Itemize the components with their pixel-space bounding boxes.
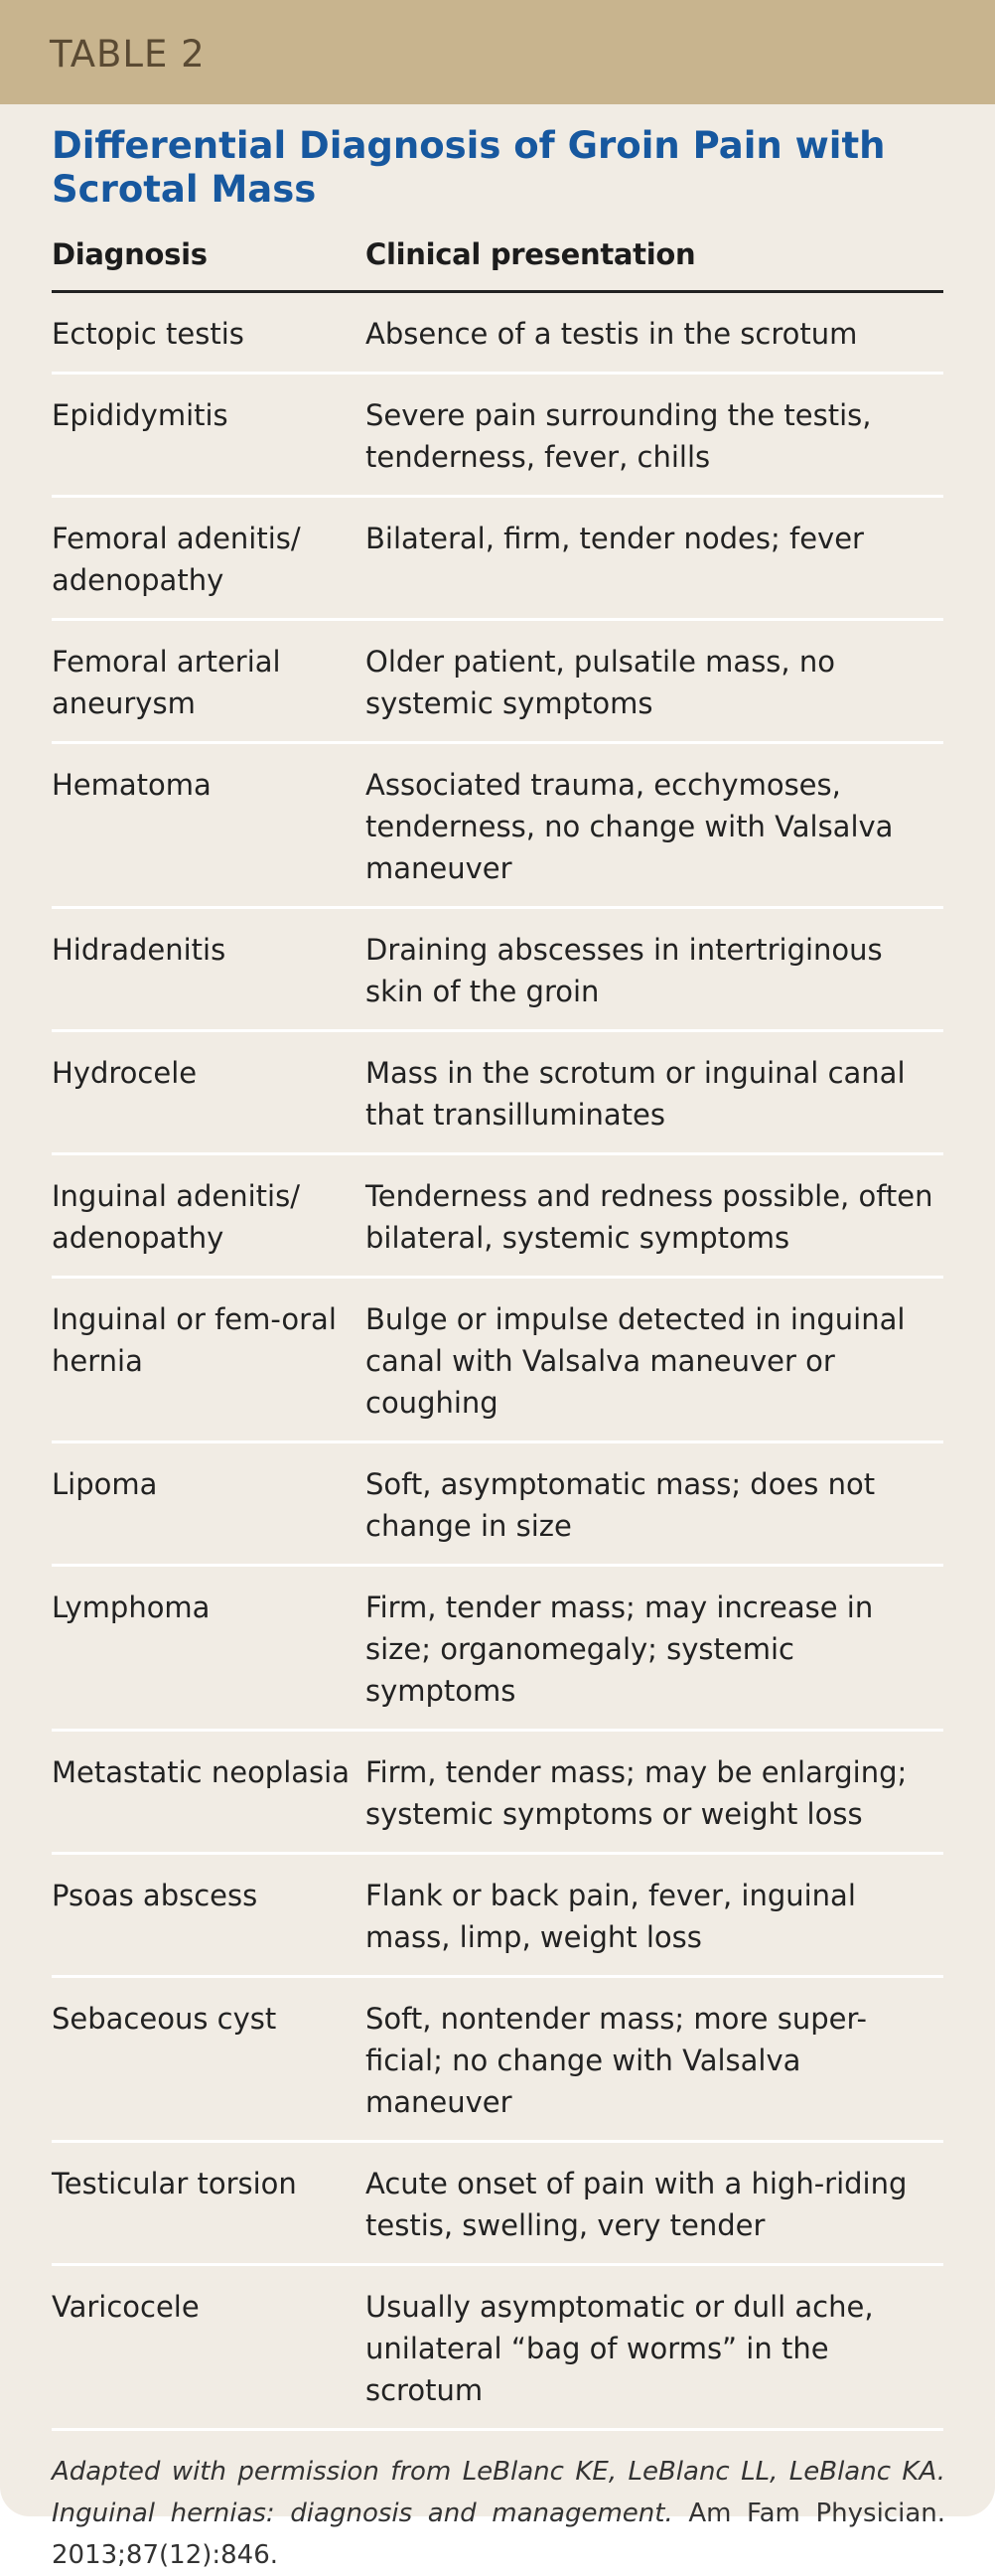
table-source-note — [52, 2451, 945, 2576]
presentation-cell: Firm, tender mass; may be enlarging; systemic symptoms or weight loss — [365, 1755, 908, 1831]
table-row — [52, 498, 943, 621]
table-row — [52, 909, 943, 1032]
diagnosis-cell: Lymphoma — [52, 1591, 211, 1624]
source-note-journal: Am Fam Physician. 2013;87(12):846. — [52, 2499, 945, 2570]
diagnosis-cell: Psoas abscess — [52, 1879, 258, 1912]
diagnosis-cell: Ectopic testis — [52, 317, 244, 351]
presentation-cell: Absence of a testis in the scrotum — [365, 317, 858, 351]
table-title: Differential Diagnosis of Groin Pain with Scrotal Mass — [52, 124, 886, 211]
diagnosis-cell: Testicular torsion — [52, 2167, 297, 2200]
source-note-citation: Adapted with permission from LeBlanc KE, LeBlanc LL, LeBlanc KA. Inguinal hernias: diagnosis and management. — [52, 2457, 945, 2528]
diagnosis-cell: Femoral arterial aneurysm — [52, 645, 281, 720]
presentation-cell: Mass in the scrotum or inguinal canal that transilluminates — [365, 1056, 906, 1132]
diagnosis-cell: Femoral adenitis/ adenopathy — [52, 522, 301, 597]
table-row — [52, 744, 943, 909]
presentation-cell: Draining abscesses in intertriginous skin of the groin — [365, 933, 883, 1008]
presentation-cell: Bulge or impulse detected in inguinal canal with Valsalva maneuver or coughing — [365, 1302, 906, 1420]
table-row — [52, 2143, 943, 2266]
table-row — [52, 1855, 943, 1978]
diagnosis-table — [52, 237, 943, 2431]
table-row — [52, 1032, 943, 1155]
diagnosis-cell: Hematoma — [52, 768, 212, 802]
presentation-cell: Severe pain surrounding the testis, tenderness, fever, chills — [365, 398, 872, 474]
table-row — [52, 375, 943, 498]
column-header-diagnosis: Diagnosis — [52, 237, 208, 271]
diagnosis-cell: Hydrocele — [52, 1056, 198, 1090]
presentation-cell: Acute onset of pain with a high-riding testis, swelling, very tender — [365, 2167, 908, 2242]
presentation-cell: Soft, nontender mass; more super-ficial; no change with Valsalva maneuver — [365, 2002, 867, 2119]
diagnosis-cell: Inguinal or fem-oral hernia — [52, 1302, 337, 1378]
diagnosis-cell: Inguinal adenitis/ adenopathy — [52, 1179, 300, 1255]
diagnosis-cell: Metastatic neoplasia — [52, 1755, 350, 1789]
table-label-bar — [0, 0, 995, 104]
table-body — [52, 293, 943, 2431]
table-header-row — [52, 237, 943, 293]
diagnosis-cell: Sebaceous cyst — [52, 2002, 277, 2036]
table-row — [52, 2266, 943, 2431]
table-row — [52, 293, 943, 375]
table-row — [52, 1443, 943, 1567]
column-header-presentation: Clinical presentation — [365, 237, 696, 271]
diagnosis-cell: Hidradenitis — [52, 933, 226, 967]
presentation-cell: Soft, asymptomatic mass; does not change in size — [365, 1467, 876, 1543]
diagnosis-cell: Lipoma — [52, 1467, 158, 1501]
presentation-cell: Usually asymptomatic or dull ache, unilateral “bag of worms” in the scrotum — [365, 2290, 874, 2407]
diagnosis-cell: Varicocele — [52, 2290, 200, 2324]
diagnosis-cell: Epididymitis — [52, 398, 228, 432]
table-row — [52, 1732, 943, 1855]
presentation-cell: Tenderness and redness possible, often bilateral, systemic symptoms — [365, 1179, 933, 1255]
presentation-cell: Flank or back pain, fever, inguinal mass, limp, weight loss — [365, 1879, 856, 1954]
table-row — [52, 1567, 943, 1732]
table-row — [52, 1155, 943, 1279]
presentation-cell: Associated trauma, ecchymoses, tenderness, no change with Valsalva maneuver — [365, 768, 894, 885]
table-row — [52, 1279, 943, 1443]
table-label: TABLE 2 — [50, 33, 206, 76]
table-row — [52, 1978, 943, 2143]
table-row — [52, 621, 943, 744]
presentation-cell: Bilateral, firm, tender nodes; fever — [365, 522, 864, 555]
presentation-cell: Older patient, pulsatile mass, no systemic symptoms — [365, 645, 835, 720]
presentation-cell: Firm, tender mass; may increase in size; organomegaly; systemic symptoms — [365, 1591, 874, 1708]
